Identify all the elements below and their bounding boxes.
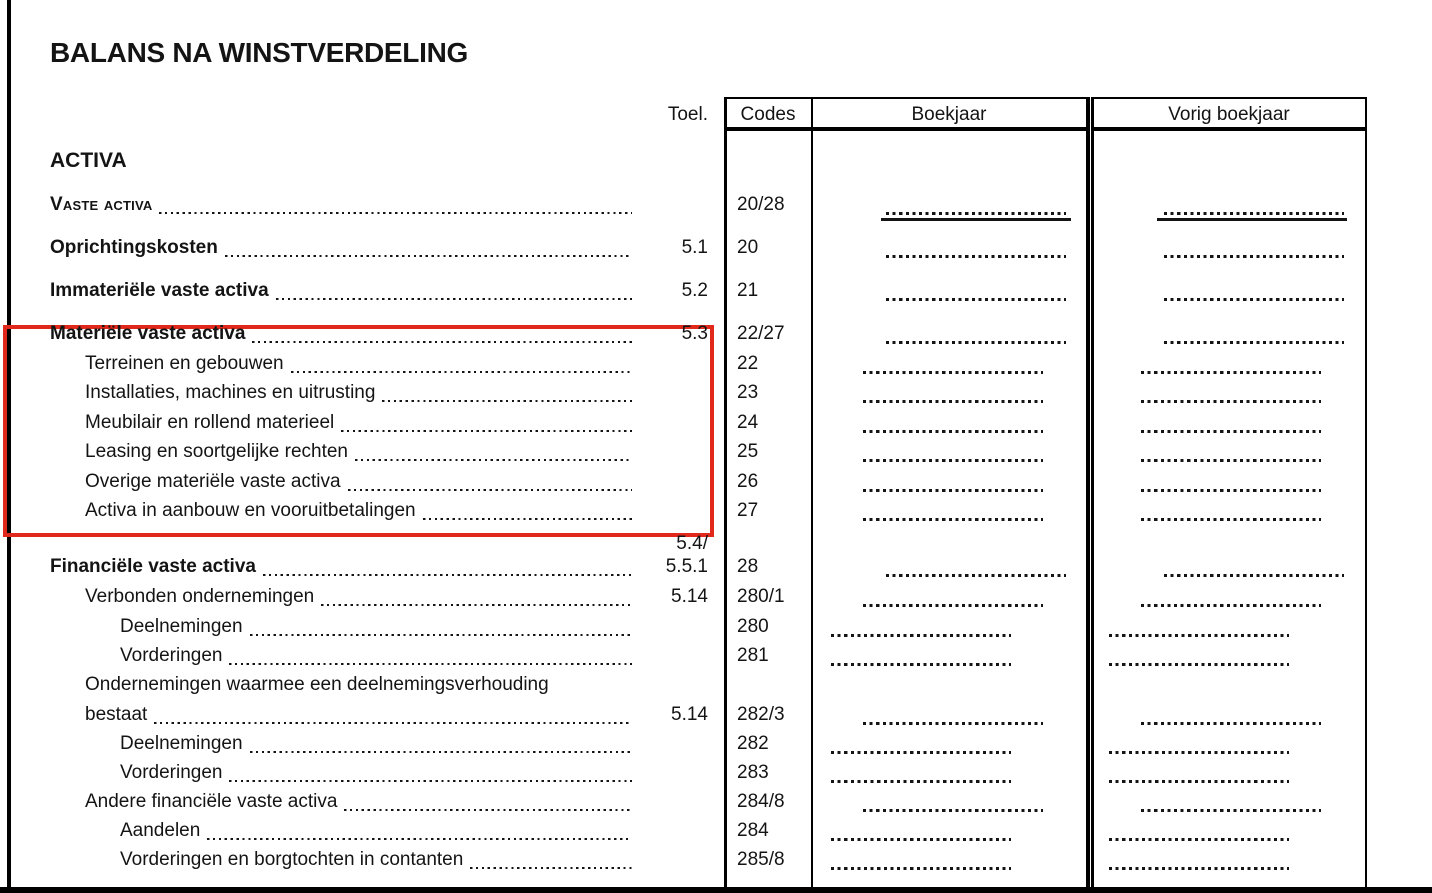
- row-label-text: Vorderingen: [120, 645, 223, 666]
- row-label-text: Oprichtingskosten: [50, 237, 218, 258]
- col-header-boekjaar: Boekjaar: [911, 104, 987, 125]
- toel-ref: 5.14: [671, 586, 708, 607]
- row-label-text: Andere financiële vaste activa: [85, 791, 338, 812]
- value-dots-vorig: [1109, 867, 1289, 870]
- row-label: [85, 441, 632, 463]
- row-label-text: bestaat: [85, 704, 148, 725]
- col-header-vorig: Vorig boekjaar: [1168, 104, 1290, 125]
- code-cell: 26: [737, 471, 759, 492]
- row-label: [120, 645, 632, 667]
- code-cell: 280: [737, 616, 769, 637]
- toel-ref: 5.4/: [676, 533, 708, 554]
- row-label: [85, 412, 632, 434]
- toel-ref: 5.1: [681, 237, 708, 258]
- value-dots-vorig: [1141, 489, 1321, 492]
- value-dots-vorig: [1109, 634, 1289, 637]
- row-label-text: Aandelen: [120, 820, 201, 841]
- row-label: [85, 791, 632, 813]
- value-dots-vorig: [1164, 298, 1344, 301]
- code-cell: 28: [737, 556, 759, 577]
- value-dots-boekjaar: [831, 780, 1011, 783]
- row-leader-dots: [225, 255, 632, 257]
- value-dots-vorig: [1164, 341, 1344, 344]
- row-label: [120, 762, 632, 784]
- code-cell: 23: [737, 382, 759, 403]
- code-cell: 24: [737, 412, 759, 433]
- value-dots-vorig: [1141, 604, 1321, 607]
- row-label-text: Immateriële vaste activa: [50, 280, 269, 301]
- value-dots-vorig: [1164, 255, 1344, 258]
- col-header-toel: Toel.: [667, 104, 708, 125]
- row-label-text: Deelnemingen: [120, 616, 243, 637]
- value-dots-boekjaar: [886, 298, 1066, 301]
- row-leader-dots: [423, 518, 632, 520]
- row-label-text: Installaties, machines en uitrusting: [85, 382, 376, 403]
- value-dots-boekjaar: [863, 430, 1043, 433]
- row-label-text: Vorderingen en borgtochten in contanten: [120, 849, 464, 870]
- code-cell: 281: [737, 645, 769, 666]
- row-leader-dots: [321, 604, 632, 606]
- code-cell: 22/27: [737, 323, 785, 344]
- col-header-codes: Codes: [740, 104, 796, 125]
- row-label: [120, 616, 632, 638]
- section-heading: ACTIVA: [50, 149, 127, 172]
- code-cell: 283: [737, 762, 769, 783]
- row-label: [50, 556, 632, 578]
- row-leader-dots: [276, 298, 632, 300]
- row-label-text: Activa in aanbouw en vooruitbetalingen: [85, 500, 416, 521]
- code-cell: 280/1: [737, 586, 785, 607]
- value-dots-boekjaar: [886, 255, 1066, 258]
- value-dots-vorig: [1109, 838, 1289, 841]
- code-cell: 20: [737, 237, 759, 258]
- row-leader-dots: [229, 780, 632, 782]
- value-dots-boekjaar: [863, 604, 1043, 607]
- value-dots-boekjaar: [831, 634, 1011, 637]
- value-underline-vorig: [1157, 218, 1347, 221]
- code-cell: 285/8: [737, 849, 785, 870]
- toel-ref: 5.2: [681, 280, 708, 301]
- row-label-text: Vorderingen: [120, 762, 223, 783]
- row-leader-dots: [355, 459, 632, 461]
- row-label: [85, 353, 632, 375]
- row-label-text: Meubilair en rollend materieel: [85, 412, 335, 433]
- row-leader-dots: [207, 838, 632, 840]
- value-dots-boekjaar: [863, 489, 1043, 492]
- value-dots-boekjaar: [863, 400, 1043, 403]
- table-line-header-bottom-vorig: [1091, 127, 1367, 131]
- row-label: [85, 471, 632, 493]
- value-dots-boekjaar: [831, 663, 1011, 666]
- value-dots-vorig: [1141, 371, 1321, 374]
- row-label-text: Financiële vaste activa: [50, 556, 256, 577]
- row-label: [85, 586, 632, 608]
- row-leader-dots: [344, 809, 632, 811]
- value-dots-vorig: [1164, 212, 1344, 215]
- value-dots-boekjaar: [886, 212, 1066, 215]
- value-dots-boekjaar: [863, 809, 1043, 812]
- value-dots-vorig: [1164, 574, 1344, 577]
- value-dots-boekjaar: [863, 371, 1043, 374]
- toel-ref: 5.3: [681, 323, 708, 344]
- row-label-text: Overige materiële vaste activa: [85, 471, 341, 492]
- row-label-text: Verbonden ondernemingen: [85, 586, 315, 607]
- table-line-vorig-right: [1365, 97, 1367, 887]
- value-dots-boekjaar: [863, 459, 1043, 462]
- table-line-header-bottom-main: [724, 127, 1090, 131]
- row-label-text: Materiële vaste activa: [50, 323, 246, 344]
- code-cell: 284: [737, 820, 769, 841]
- value-dots-vorig: [1141, 430, 1321, 433]
- code-cell: 22: [737, 353, 759, 374]
- row-label: [85, 674, 632, 696]
- row-leader-dots: [382, 400, 632, 402]
- row-label: [50, 323, 632, 345]
- value-dots-vorig: [1141, 722, 1321, 725]
- toel-ref: 5.14: [671, 704, 708, 725]
- row-label: [50, 194, 632, 216]
- table-line-header-top-vorig: [1093, 97, 1367, 99]
- row-label: [120, 849, 632, 871]
- row-label-text: Vaste activa: [50, 194, 153, 215]
- page-title: BALANS NA WINSTVERDELING: [50, 37, 468, 68]
- row-leader-dots: [348, 489, 632, 491]
- table-line-codes-right: [811, 97, 813, 887]
- value-dots-boekjaar: [863, 518, 1043, 521]
- toel-ref: 5.5.1: [665, 556, 708, 577]
- table-line-vorig-left: [1091, 97, 1094, 887]
- value-dots-boekjaar: [886, 574, 1066, 577]
- row-leader-dots: [229, 663, 632, 665]
- code-cell: 282: [737, 733, 769, 754]
- row-leader-dots: [159, 212, 632, 214]
- value-dots-boekjaar: [831, 838, 1011, 841]
- table-line-codes-left: [724, 97, 727, 887]
- row-label: [50, 237, 632, 259]
- code-cell: 25: [737, 441, 759, 462]
- row-label: [50, 280, 632, 302]
- row-leader-dots: [470, 867, 632, 869]
- code-cell: 20/28: [737, 194, 785, 215]
- code-cell: 282/3: [737, 704, 785, 725]
- row-label: [85, 382, 632, 404]
- row-leader-dots: [291, 371, 632, 373]
- code-cell: 21: [737, 280, 759, 301]
- code-cell: 27: [737, 500, 759, 521]
- row-label-text: Leasing en soortgelijke rechten: [85, 441, 349, 462]
- value-dots-vorig: [1109, 663, 1289, 666]
- value-dots-boekjaar: [831, 751, 1011, 754]
- value-dots-vorig: [1141, 400, 1321, 403]
- row-label: [120, 733, 632, 755]
- value-dots-vorig: [1109, 780, 1289, 783]
- row-leader-dots: [154, 722, 632, 724]
- row-label-text: Ondernemingen waarmee een deelnemingsverhouding: [85, 674, 549, 695]
- code-cell: 284/8: [737, 791, 785, 812]
- value-dots-vorig: [1109, 751, 1289, 754]
- row-label-text: Terreinen en gebouwen: [85, 353, 284, 374]
- value-underline-boekjaar: [881, 218, 1071, 221]
- table-line-header-top-main: [724, 97, 1090, 99]
- value-dots-vorig: [1141, 518, 1321, 521]
- row-label: [85, 500, 632, 522]
- value-dots-boekjaar: [831, 867, 1011, 870]
- row-leader-dots: [263, 574, 632, 576]
- row-label-text: Deelnemingen: [120, 733, 243, 754]
- row-leader-dots: [252, 341, 632, 343]
- row-leader-dots: [250, 751, 632, 753]
- table-line-boekjaar-right: [1086, 97, 1090, 887]
- value-dots-vorig: [1141, 809, 1321, 812]
- row-leader-dots: [341, 430, 632, 432]
- value-dots-boekjaar: [863, 722, 1043, 725]
- row-label: [85, 704, 632, 726]
- value-dots-boekjaar: [886, 341, 1066, 344]
- value-dots-vorig: [1141, 459, 1321, 462]
- page-edge-artifact-bottom: [0, 887, 1432, 893]
- row-label: [120, 820, 632, 842]
- row-leader-dots: [250, 634, 632, 636]
